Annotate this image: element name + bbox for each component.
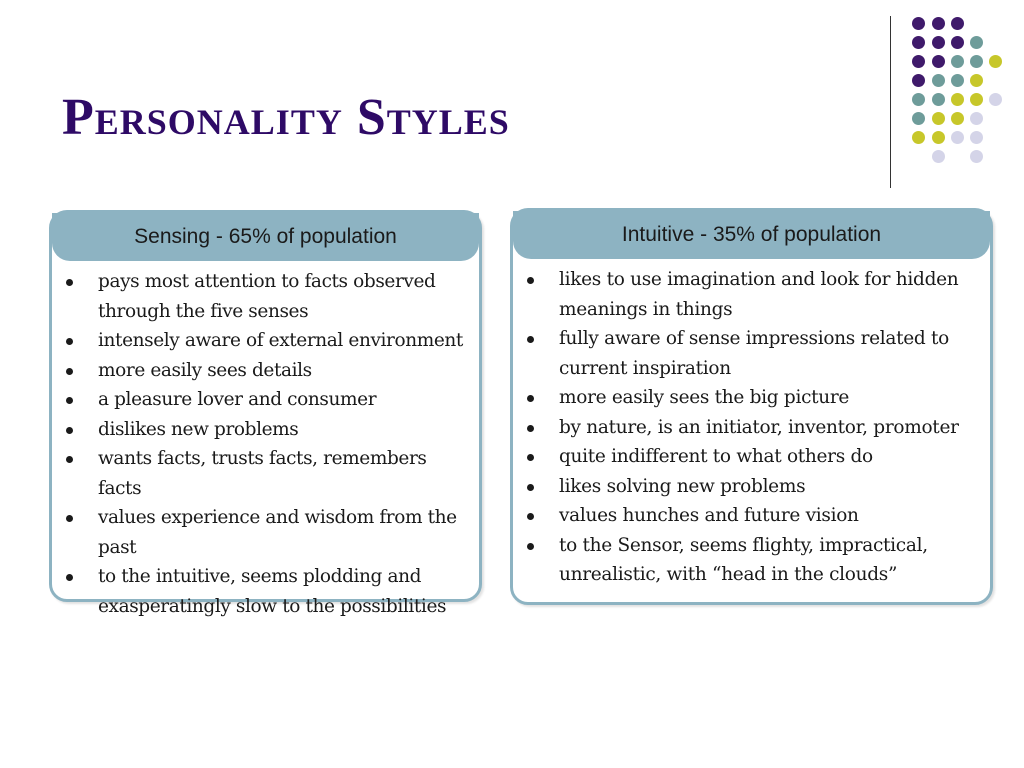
dot-icon [932,17,945,30]
dot-icon [970,150,983,163]
bullet-icon [527,454,534,461]
bullet-icon [66,279,73,286]
dot-icon [951,17,964,30]
intuitive-panel-header: Intuitive - 35% of population [513,211,990,259]
list-item: likes to use imagination and look for hidden meanings in things [513,265,990,324]
bullet-icon [66,338,73,345]
bullet-icon [527,277,534,284]
list-item: intensely aware of external environment [52,326,479,356]
list-item: likes solving new problems [513,472,990,502]
dot-icon [970,131,983,144]
sensing-list [52,267,479,621]
list-item: to the Sensor, seems flighty, impractical, unrealistic, with “head in the clouds” [513,531,990,590]
dot-icon [970,112,983,125]
dot-icon [932,74,945,87]
divider-line [890,16,891,188]
dot-icon [912,93,925,106]
list-item: quite indifferent to what others do [513,442,990,472]
list-item: wants facts, trusts facts, remembers facts [52,444,479,503]
bullet-icon [527,484,534,491]
dot-icon [912,36,925,49]
bullet-icon [527,425,534,432]
list-item: a pleasure lover and consumer [52,385,479,415]
dot-icon [912,17,925,30]
list-item: to the intuitive, seems plodding and exasperatingly slow to the possibilities [52,562,479,621]
dot-icon [912,74,925,87]
dot-icon [912,55,925,68]
dot-icon [932,93,945,106]
dot-icon [951,55,964,68]
sensing-panel [49,210,482,617]
dot-icon [951,74,964,87]
dot-icon [932,36,945,49]
dot-icon [932,131,945,144]
bullet-icon [66,368,73,375]
bullet-icon [66,397,73,404]
bullet-icon [527,543,534,550]
list-item: more easily sees the big picture [513,383,990,413]
bullet-icon [66,427,73,434]
dot-icon [951,93,964,106]
dot-icon [989,93,1002,106]
list-item: fully aware of sense impressions related to current inspiration [513,324,990,383]
list-item: pays most attention to facts observed through the five senses [52,267,479,326]
sensing-panel-header: Sensing - 65% of population [52,213,479,261]
dot-icon [951,112,964,125]
intuitive-list [513,265,990,590]
dot-icon [970,74,983,87]
slide-title: Personality Styles [62,89,510,146]
dot-icon [989,55,1002,68]
bullet-icon [527,513,534,520]
dot-icon [932,112,945,125]
dot-icon [951,36,964,49]
list-item: by nature, is an initiator, inventor, promoter [513,413,990,443]
list-item: values experience and wisdom from the past [52,503,479,562]
dot-icon [912,131,925,144]
bullet-icon [66,574,73,581]
intuitive-panel [510,208,993,605]
list-item: values hunches and future vision [513,501,990,531]
dot-icon [912,112,925,125]
dot-icon [951,131,964,144]
bullet-icon [527,395,534,402]
bullet-icon [66,456,73,463]
bullet-icon [527,336,534,343]
dot-icon [970,93,983,106]
dot-icon [932,150,945,163]
bullet-icon [66,515,73,522]
dot-icon [970,55,983,68]
list-item: dislikes new problems [52,415,479,445]
list-item: more easily sees details [52,356,479,386]
dot-icon [970,36,983,49]
dot-icon [932,55,945,68]
